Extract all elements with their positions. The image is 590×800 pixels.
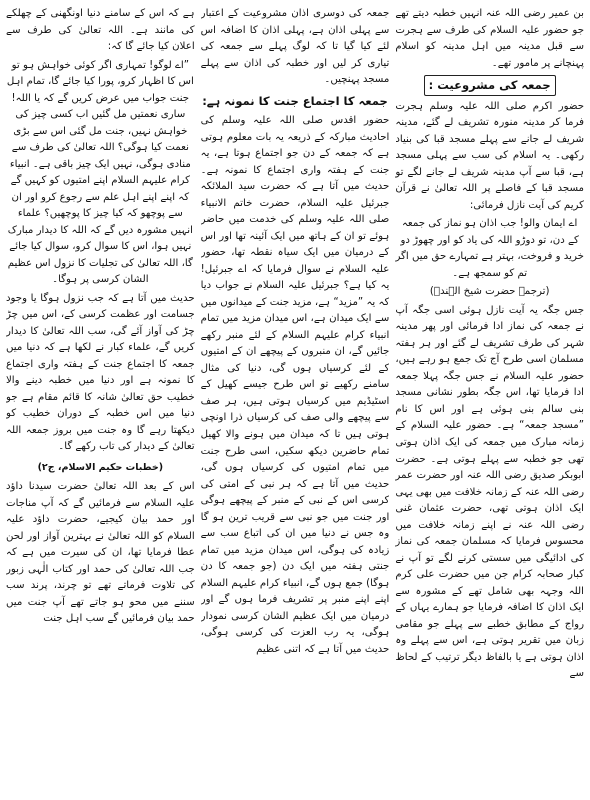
left-column <box>6 6 195 796</box>
paragraph: جمعہ کی دوسری اذان مشروعیت کے اعتبار سے پہلی اذان ہے، پہلی اذان کا اضافہ اس لئے کیا گیا تا کہ لوگ پہلے سے جمعہ کی تیاری کر لیں اور خطبہ کی اذان سے پہلے مسجد پہنچیں۔ <box>200 8 390 86</box>
paragraph: حضور اکرم صلی اللہ علیہ وسلم ہجرت فرما کر مدینہ منورہ تشریف لے گئے، مدینہ شریف لے جانے سے پہلے مسجد قبا کی بنیاد رکھی۔ یہ اسلام کی سب سے پہلی مسجد ہے، قبا سے آپ مدینہ شریف لے جانے لگے تو مسجد قبا کے فاصلے پر اللہ تعالیٰ نے قرآن کریم کی آیت نازل فرمائی: <box>395 100 584 211</box>
paragraph: حدیث میں آتا ہے کہ جب نزول ہوگا یا وجود جسامت اور عظمت کرسی کے، اس میں چڑ چڑ کی آواز آئے گی، سب اللہ تعالیٰ کا دیدار کریں گے، علماء کبار نے لکھا ہے کہ دنیا میں جمعہ کا اجتماع جنت کے ہفتہ واری اجتماع کا نمونہ ہے اور دنیا میں خطبہ دینے والا خطیب حق تعالیٰ شانہ کا قائم مقام ہے جو دنیا میں اس خطبہ کے دوران خطیب کو دیکھتا رہے گا وہ جنت میں بروز جمعہ اللہ تعالیٰ کے دیدار کی تاب رکھے گا۔ <box>5 292 195 453</box>
quran-translation: اے ایمان والو! جب اذان ہو نماز کی جمعہ کے دن، تو دوڑو اللہ کی یاد کو اور چھوڑ دو خرید و فروخت، بہتر ہے تمہارے حق میں اگر تم کو سمجھ ہے۔ <box>395 218 584 279</box>
text-columns <box>6 6 584 796</box>
paragraph: اس کے بعد اللہ تعالیٰ حضرت سیدنا داؤد علیہ السلام سے فرمائیں گے کہ آپ مناجات اور حمد بیان کیجیے، حضرت داؤد علیہ السلام کو اللہ تعالیٰ نے بہترین آواز اور لحن عطا فرمایا تھا، ان کی سیرت میں ہے کہ جب اللہ تعالیٰ کی حمد اور کتاب الٰہی زبور کی تلاوت فرماتے تھے تو چرند، پرند سب سننے میں محو ہو جاتے تھے آپ جنت میں حمد بیان فرمائیں گے سب اہل جنت <box>5 481 195 625</box>
paragraph: بن عمیر رضی اللہ عنہ انہیں خطبہ دیتے تھے جو حضور علیہ السلام کی طرف سے ہجرت سے قبل مدینہ میں اہل مدینہ کو اسلام پہنچانے پر مامور تھے۔ <box>395 8 584 69</box>
paragraph: حضور اقدس صلی اللہ علیہ وسلم کی احادیث مبارکہ کے ذریعہ یہ بات معلوم ہوتی ہے کہ جمعہ کے دن جو اجتماع ہوتا ہے، یہ جنت کے ہفتہ واری اجتماع کا نمونہ ہے۔ حدیث میں آتا ہے کہ حضرت سید الملائکہ جبرئیل علیہ السلام، حضرت خاتم الانبیاء صلی اللہ علیہ وسلم کی خدمت میں حاضر ہوئے تو ان کے ہاتھ میں ایک آئینہ تھا اور اس کے درمیان میں ایک سیاہ نقطہ تھا، حضور علیہ السلام نے سوال فرمایا کہ اے جبرئیل! یہ کیا ہے؟ جبرئیل علیہ السلام نے جواب دیا کہ یہ ”مزید“ ہے، مزید جنت کے میدانوں میں سے ایک میدان ہے، اس میدان مزید میں تمام انبیاء کرام علیہم السلام کے لئے منبر رکھے جائیں گے، ان منبروں کے پیچھے ان کے امتیوں کے لئے کرسیاں ہوں گی، دنیا کی مثال سامنے رکھیے تو اس طرح جیسے کھیل کے اسٹیڈیم میں کرسیاں ہوتی ہیں، ہر صف سے پیچھے والی صف کی کرسیاں ذرا اونچی ہوتی ہیں تا کہ میدان میں ہونے والا کھیل تمام حاضرین دیکھ سکیں، اسی طرح جنت میں تمام امتیوں کی کرسیاں ہوں گی، حدیث میں آتا ہے کہ ہر نبی کے امتی کی کرسی اس کے نبی کے منبر کے پیچھے ہوگی اور جنت میں جو نبی سے قریب ترین ہو گا وہ جس نے دنیا میں ان کی اتباع سب سے زیادہ کی ہوگی، اس میدان مزید میں تمام جنتی ہفتہ میں ایک دن (جو جمعہ کا دن ہوگا) جمع ہوں گے، انبیاء کرام علیہم السلام اپنے اپنے منبر پر تشریف فرما ہوں گے اور درمیان میں ایک عظیم الشان کرسی نمودار ہوگی، یہ رب العزت کی کرسی ہوگی، حدیث میں آتا ہے کہ اتنی عظیم <box>200 115 390 655</box>
right-column <box>395 6 584 796</box>
middle-column <box>201 6 390 796</box>
paragraph: ہے کہ اس کے سامنے دنیا اونگھنی کے چھلکے کی مانند ہے۔ اللہ تعالیٰ کی طرف سے اعلان کیا جائے گا کہ: <box>5 8 195 53</box>
section-heading <box>395 75 584 96</box>
heading-text: جمعہ کا اجتماع جنت کا نمونہ ہے: <box>202 93 388 108</box>
quoted-passage: ”اے لوگو! تمہاری اگر کوئی خواہش ہو تو اس کا اظہار کرو، پورا کیا جائے گا، تمام اہل جنت جواب میں عرض کریں گے کہ یا اللہ! ساری نعمتیں مل گئیں اب کسی چیز کی خواہش نہیں، جنت مل گئی اس سے بڑی نعمت کیا ہوگی؟ اللہ تعالیٰ کی طرف سے منادی ہوگی، نہیں ایک چیز باقی ہے۔ انبیاء کرام علیہم السلام اپنے امتیوں کو کہیں گے کہ اپنے اپنے اہل علم سے رجوع کرو اور ان سے پوچھو کہ کیا چیز کا پوچھیں؟ علماء انہیں مشورہ دیں گے کہ اللہ کا دیدار مبارک نہیں ہوا، اس کا سوال کرو، سوال کیا جائے گا، اللہ تعالیٰ کی تجلیات کا نزول اس عظیم الشان کرسی پر ہوگا۔ <box>6 59 194 286</box>
paragraph: جس جگہ یہ آیت نازل ہوئی اسی جگہ آپ نے جمعہ کی نماز ادا فرمائی اور پھر مدینہ شہر کی طرف تشریف لے گئے اور ہر ہفتہ مسلمان اسی طرح آج تک جمع ہو رہے ہیں، حضور علیہ السلام نے جس جگہ پہلا جمعہ ادا فرمایا تھا، اس جگہ بطور نشانی مسجد بنی سالم بنی ہوئی ہے اور اس کا نام ”مسجد جمعہ“ ہے۔ حضور علیہ السلام کے زمانہ مبارک میں جمعہ کی ایک اذان ہوتی تھی جو خطبہ سے پہلے ہوتی ہے۔ حضرت ابوبکر صدیق رضی اللہ عنہ اور حضرت عمر رضی اللہ عنہ کے زمانہ خلافت میں بھی یہی ایک اذان ہوتی تھی، حضرت عثمان غنی رضی اللہ عنہ نے اپنے زمانہ خلافت میں محسوس فرمایا کہ مسلمان جمعہ کی نماز کی ادائیگی میں سستی کرنے لگے تو آپ نے کبار صحابہ کرام جن میں حضرت علی کرم اللہ وجہہ بھی شامل تھے کے مشورہ سے ایک اذان کا اضافہ فرمایا جو ہمارے یہاں کے رواج کے مطابق خطبے سے پہلے جو مقامی زبان میں تقریر ہوتی ہے، اس سے پہلے وہ اذان ہوتی ہے یا بالفاظ دیگر ترتیب کے لحاظ سے <box>395 304 584 680</box>
source-citation: (خطبات حکیم الاسلام، ج۲) <box>37 461 164 473</box>
section-heading <box>201 92 390 111</box>
translation-citation: (ترجمہ حضرت شیخ الہندؒ) <box>429 286 550 298</box>
heading-text: جمعہ کی مشروعیت : <box>424 75 556 96</box>
